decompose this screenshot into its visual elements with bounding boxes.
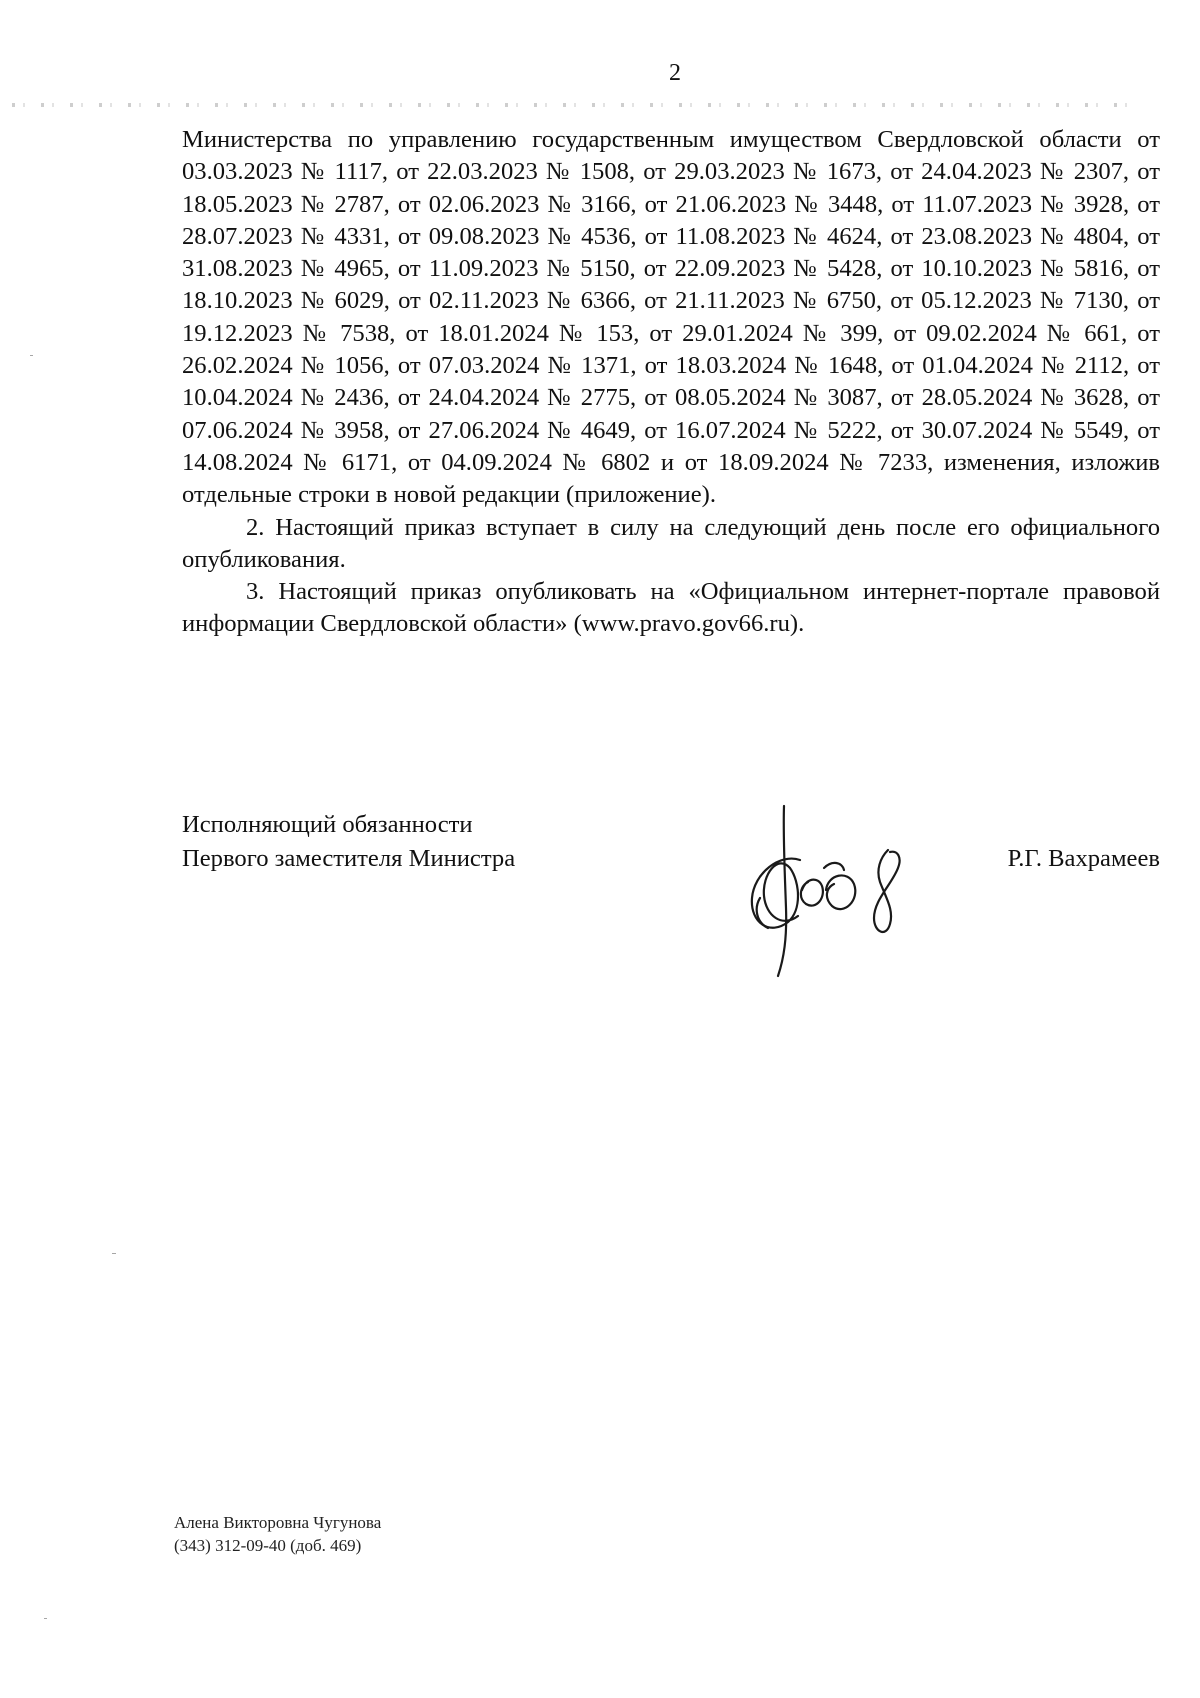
publication-paragraph: 3. Настоящий приказ опубликовать на «Официальном интернет-портале правовой информации Свердловской области» (www.pravo.gov66.ru). [182,578,1160,638]
margin-mark [44,1618,47,1619]
margin-mark [30,355,33,356]
position-line-2: Первого заместителя Министра [182,845,516,872]
contact-name: Алена Викторовна Чугунова [174,1513,382,1532]
signatory-name: Р.Г. Вахрамеев [1007,845,1160,872]
margin-mark [112,1253,116,1254]
document-body [182,124,1160,641]
contact-phone: (343) 312-09-40 (доб. 469) [174,1536,362,1555]
position-line-1: Исполняющий обязанности [182,811,473,838]
contact-info [174,1511,381,1557]
page-number: 2 [669,60,681,86]
effective-date-paragraph: 2. Настоящий приказ вступает в силу на следующий день после его официального опубликования. [182,513,1160,573]
scan-artifact-line [12,103,1142,107]
handwritten-signature [740,798,940,983]
list-of-orders-paragraph: Министерства по управлению государственным имуществом Свердловской области от 03.03.2023 № 1117, от 22.03.2023 № 1508, от 29.03.2023 № 1673, от 24.04.2023 № 2307, от 18.05.2023 № 2787, от 02.06.2023 № 3166, от 21.06.2023 № 3448, от 11.07.2023 № 3928, от 28.07.2023 № 4331, от 09.08.2023 № 4536, от 11.08.2023 № 4624, от 23.08.2023 № 4804, от 31.08.2023 № 4965, от 11.09.2023 № 5150, от 22.09.2023 № 5428, от 10.10.2023 № 5816, от 18.10.2023 № 6029, от 02.11.2023 № 6366, от 21.11.2023 № 6750, от 05.12.2023 № 7130, от 19.12.2023 № 7538, от 18.01.2024 № 153, от 29.01.2024 № 399, от 09.02.2024 № 661, от 26.02.2024 № 1056, от 07.03.2024 № 1371, от 18.03.2024 № 1648, от 01.04.2024 № 2112, от 10.04.2024 № 2436, от 24.04.2024 № 2775, от 08.05.2024 № 3087, от 28.05.2024 № 3628, от 07.06.2024 № 3958, от 27.06.2024 № 4649, от 16.07.2024 № 5222, от 30.07.2024 № 5549, от 14.08.2024 № 6171, от 04.09.2024 № 6802 и от 18.09.2024 № 7233, изменения, изложив отдельные строки в новой редакции (приложение). [182,126,1160,509]
signatory-position [182,808,515,876]
